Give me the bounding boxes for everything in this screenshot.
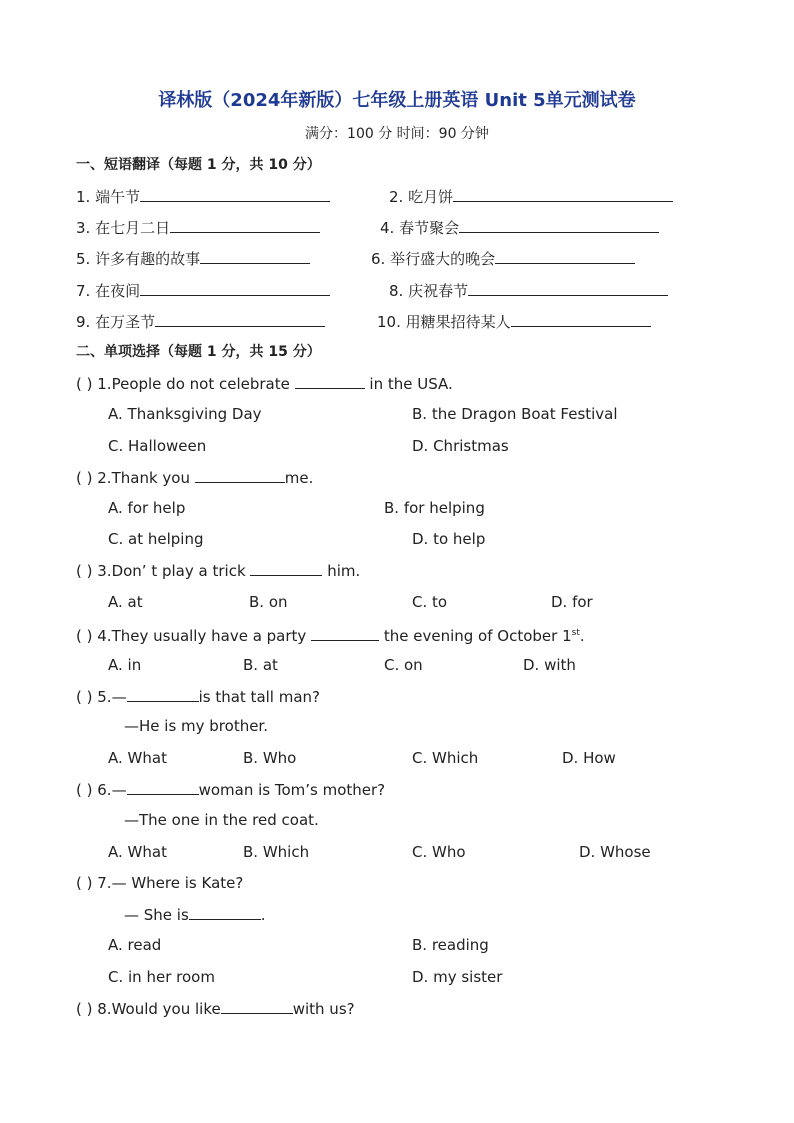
answer-bracket[interactable]: ( )	[76, 375, 93, 393]
option-b[interactable]: B. Which	[243, 843, 310, 861]
option-d[interactable]: D. my sister	[412, 968, 503, 986]
section1-heading: 一、短语翻译（每题 1 分，共 10 分）	[76, 157, 321, 173]
option-b[interactable]: B. reading	[412, 936, 489, 954]
answer-blank[interactable]	[155, 311, 325, 327]
answer-blank[interactable]	[468, 280, 668, 296]
phrase-item: 5. 许多有趣的故事	[76, 248, 310, 269]
phrase-item: 1. 端午节	[76, 186, 330, 207]
dialogue-answer: —The one in the red coat.	[124, 811, 319, 829]
option-c[interactable]: C. at helping	[108, 530, 204, 548]
answer-blank	[311, 625, 379, 641]
answer-bracket[interactable]: ( )	[76, 627, 93, 645]
answer-bracket[interactable]: ( )	[76, 1000, 93, 1018]
phrase-item: 4. 春节聚会	[380, 217, 659, 238]
option-a[interactable]: A. What	[108, 843, 167, 861]
option-b[interactable]: B. Who	[243, 749, 297, 767]
option-a[interactable]: A. Thanksgiving Day	[108, 405, 262, 423]
question-2: ( ) 2.Thank you me.	[76, 469, 314, 487]
option-c[interactable]: C. on	[384, 656, 423, 674]
option-d[interactable]: D. Christmas	[412, 437, 509, 455]
answer-blank	[127, 686, 199, 702]
answer-blank[interactable]	[200, 248, 310, 264]
dialogue-answer: —He is my brother.	[124, 717, 268, 735]
option-b[interactable]: B. for helping	[384, 499, 485, 517]
option-d[interactable]: D. How	[562, 749, 616, 767]
question-3: ( ) 3.Don’ t play a trick him.	[76, 562, 361, 580]
question-6: ( ) 6.— woman is Tom’s mother?	[76, 781, 386, 799]
option-b[interactable]: B. at	[243, 656, 278, 674]
answer-blank	[295, 373, 365, 389]
option-a[interactable]: A. in	[108, 656, 142, 674]
question-4: ( ) 4.They usually have a party the evening of October 1st.	[76, 627, 585, 645]
dialogue-answer: — She is .	[124, 906, 266, 924]
option-a[interactable]: A. for help	[108, 499, 186, 517]
phrase-item: 10. 用糖果招待某人	[377, 311, 651, 332]
option-d[interactable]: D. with	[523, 656, 576, 674]
answer-bracket[interactable]: ( )	[76, 562, 93, 580]
answer-blank	[221, 998, 293, 1014]
question-1: ( ) 1.People do not celebrate in the USA.	[76, 375, 453, 393]
answer-blank[interactable]	[511, 311, 651, 327]
answer-bracket[interactable]: ( )	[76, 469, 93, 487]
option-c[interactable]: C. to	[412, 593, 448, 611]
answer-blank	[195, 467, 285, 483]
option-a[interactable]: A. What	[108, 749, 167, 767]
answer-blank	[127, 779, 199, 795]
answer-blank[interactable]	[170, 217, 320, 233]
question-7: ( ) 7.— Where is Kate?	[76, 874, 244, 892]
answer-blank[interactable]	[140, 186, 330, 202]
answer-blank[interactable]	[140, 280, 330, 296]
answer-blank[interactable]	[453, 186, 673, 202]
option-d[interactable]: D. to help	[412, 530, 486, 548]
exam-info: 满分：100 分 时间：90 分钟	[305, 126, 489, 142]
question-5: ( ) 5.— is that tall man?	[76, 688, 321, 706]
option-d[interactable]: D. for	[551, 593, 593, 611]
phrase-item: 7. 在夜间	[76, 280, 330, 301]
question-8: ( ) 8.Would you like with us?	[76, 1000, 355, 1018]
section2-heading: 二、单项选择（每题 1 分，共 15 分）	[76, 344, 321, 360]
option-b[interactable]: B. on	[249, 593, 288, 611]
answer-blank	[250, 560, 322, 576]
option-c[interactable]: C. Which	[412, 749, 479, 767]
phrase-item: 3. 在七月二日	[76, 217, 320, 238]
option-a[interactable]: A. at	[108, 593, 143, 611]
option-c[interactable]: C. Who	[412, 843, 466, 861]
answer-bracket[interactable]: ( )	[76, 874, 93, 892]
option-a[interactable]: A. read	[108, 936, 162, 954]
phrase-item: 9. 在万圣节	[76, 311, 325, 332]
answer-blank[interactable]	[495, 248, 635, 264]
answer-bracket[interactable]: ( )	[76, 781, 93, 799]
phrase-item: 8. 庆祝春节	[389, 280, 668, 301]
answer-blank[interactable]	[459, 217, 659, 233]
option-b[interactable]: B. the Dragon Boat Festival	[412, 405, 618, 423]
option-c[interactable]: C. in her room	[108, 968, 215, 986]
phrase-item: 6. 举行盛大的晚会	[371, 248, 635, 269]
answer-blank	[189, 904, 261, 920]
option-c[interactable]: C. Halloween	[108, 437, 207, 455]
option-d[interactable]: D. Whose	[579, 843, 651, 861]
page-title: 译林版（2024年新版）七年级上册英语 Unit 5单元测试卷	[158, 90, 636, 111]
phrase-item: 2. 吃月饼	[389, 186, 673, 207]
answer-bracket[interactable]: ( )	[76, 688, 93, 706]
